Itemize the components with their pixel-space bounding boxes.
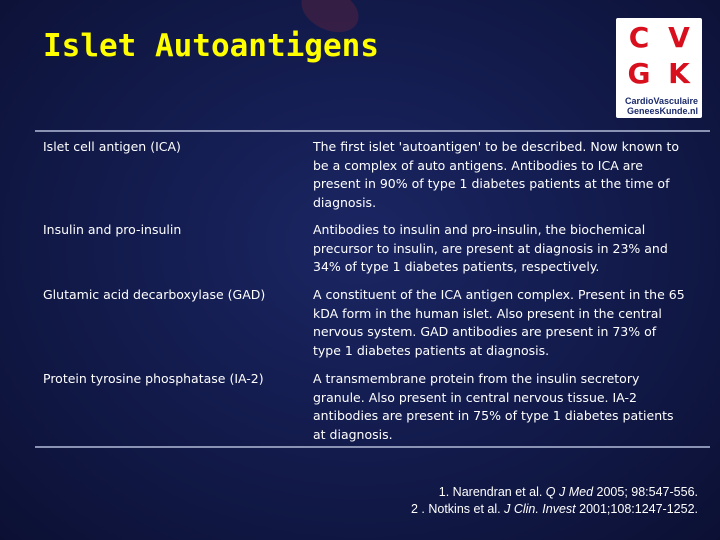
antigen-name: Islet cell antigen (ICA) xyxy=(43,139,181,154)
table-bottom-rule xyxy=(35,446,710,448)
antigen-name: Protein tyrosine phosphatase (IA-2) xyxy=(43,371,264,386)
antigen-description: Antibodies to insulin and pro-insulin, the biochemical precursor to insulin, are present at diagnosis in 23% and 34% of type 1 diabetes patients, respectively. xyxy=(313,222,668,274)
antigen-name: Insulin and pro-insulin xyxy=(43,222,182,237)
antigen-name: Glutamic acid decarboxylase (GAD) xyxy=(43,287,266,302)
logo-line2: GeneesKunde.nl xyxy=(626,106,698,116)
logo-letter-c: C xyxy=(628,21,650,54)
antigen-description: A constituent of the ICA antigen complex. Present in the 65 kDA form in the human islet. Also present in the central nervous system. GAD antibodies are present in 73% of type 1 diabetes patients at diagnosis. xyxy=(313,287,685,358)
table-top-rule xyxy=(35,130,710,132)
reference-1: 1. Narendran et al. Q J Med 2005; 98:547-556. xyxy=(438,485,698,499)
logo-letter-g: G xyxy=(627,57,651,90)
logo-letter-k: K xyxy=(668,57,690,90)
reference-2: 2 . Notkins et al. J Clin. Invest 2001;108:1247-1252. xyxy=(410,502,698,516)
references xyxy=(411,484,698,518)
slide-title: Islet Autoantigens xyxy=(43,28,379,64)
antigen-description: The first islet 'autoantigen' to be described. Now known to be a complex of auto antigens. Antibodies to ICA are present in 90% of type 1 diabetes patients at the time of diagnosis. xyxy=(313,139,680,210)
logo-letter-v: V xyxy=(668,21,690,54)
antigen-description: A transmembrane protein from the insulin secretory granule. Also present in central nervous tissue. IA-2 antibodies are present in 75% of type 1 diabetes patients at diagnosis. xyxy=(313,371,674,442)
logo-line1: CardioVasculaire xyxy=(624,96,698,106)
cvgk-logo xyxy=(616,18,702,118)
